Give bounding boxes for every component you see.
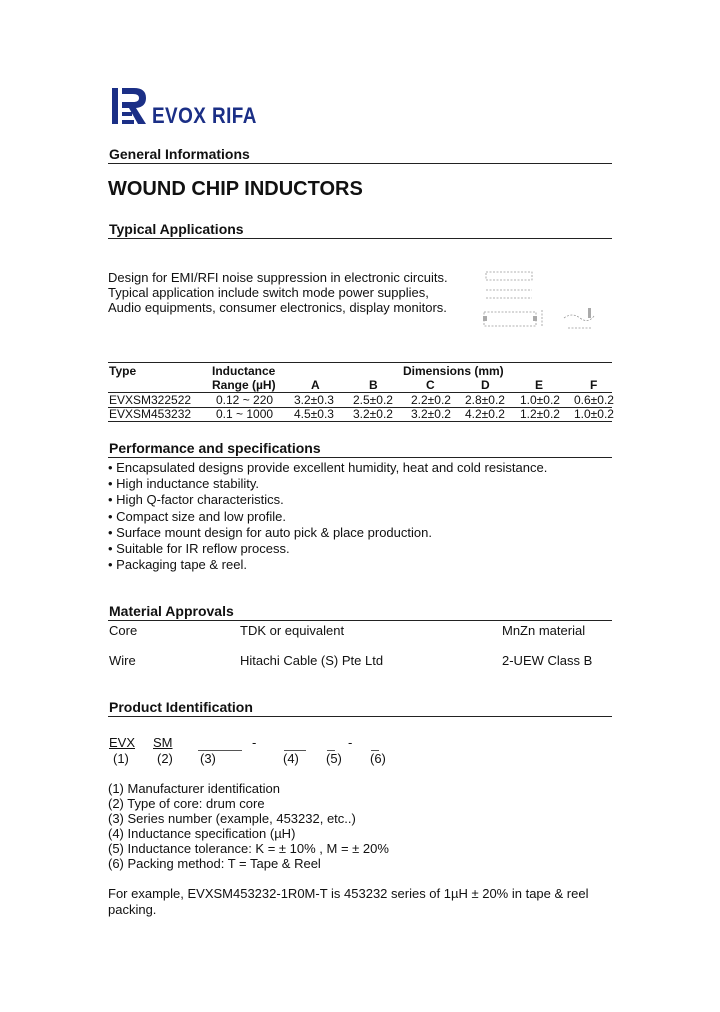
table-cell-range: 0.1 ~ 1000 bbox=[216, 407, 274, 421]
list-item: • High Q-factor characteristics. bbox=[108, 492, 284, 507]
table-header-inductance: Inductance bbox=[212, 364, 276, 378]
section-performance-heading: Performance and specifications bbox=[109, 440, 321, 456]
table-cell-dim: 3.2±0.2 bbox=[353, 407, 393, 421]
table-bottom-rule bbox=[108, 421, 612, 422]
pid-number: (3) bbox=[200, 751, 216, 766]
table-cell-dim: 4.5±0.3 bbox=[294, 407, 334, 421]
table-cell-dim: 4.2±0.2 bbox=[465, 407, 505, 421]
table-cell-dim: 3.2±0.2 bbox=[411, 407, 451, 421]
section-material-heading: Material Approvals bbox=[109, 603, 234, 619]
material-supplier: TDK or equivalent bbox=[240, 623, 345, 638]
divider bbox=[108, 238, 612, 239]
divider bbox=[108, 457, 612, 458]
table-header-col-e: E bbox=[535, 378, 544, 392]
applications-line: Typical application include switch mode power supplies, bbox=[108, 285, 429, 300]
table-cell-type: EVXSM322522 bbox=[109, 393, 192, 407]
list-item: • Surface mount design for auto pick & place production. bbox=[108, 525, 432, 540]
table-cell-dim: 1.2±0.2 bbox=[520, 407, 560, 421]
list-item: • Compact size and low profile. bbox=[108, 509, 286, 524]
section-product-id-heading: Product Identification bbox=[109, 699, 253, 715]
table-header-range: Range (µH) bbox=[212, 378, 276, 392]
applications-line: Design for EMI/RFI noise suppression in electronic circuits. bbox=[108, 270, 448, 285]
material-spec: 2-UEW Class B bbox=[502, 653, 593, 668]
material-item: Wire bbox=[109, 653, 136, 668]
list-item: • Encapsulated designs provide excellent humidity, heat and cold resistance. bbox=[108, 460, 548, 475]
pid-legend-line: (5) Inductance tolerance: K = ± 10% , M = ± 20% bbox=[108, 841, 389, 856]
pid-number: (5) bbox=[326, 751, 342, 766]
table-top-rule bbox=[108, 362, 612, 363]
pid-number: (4) bbox=[283, 751, 299, 766]
list-item: • High inductance stability. bbox=[108, 476, 259, 491]
inductor-dimension-drawing-icon bbox=[482, 268, 600, 340]
section-general-heading: General Informations bbox=[109, 146, 250, 162]
divider bbox=[108, 620, 612, 621]
table-cell-dim: 3.2±0.3 bbox=[294, 393, 334, 407]
evox-rifa-logo-icon bbox=[110, 86, 148, 126]
list-item: • Packaging tape & reel. bbox=[108, 557, 247, 572]
material-supplier: Hitachi Cable (S) Pte Ltd bbox=[240, 653, 384, 668]
table-cell-range: 0.12 ~ 220 bbox=[216, 393, 274, 407]
pid-legend-line: (2) Type of core: drum core bbox=[108, 796, 265, 811]
pid-legend-line: (4) Inductance specification (µH) bbox=[108, 826, 296, 841]
table-cell-dim: 1.0±0.2 bbox=[574, 407, 614, 421]
pid-legend-line: (1) Manufacturer identification bbox=[108, 781, 280, 796]
table-header-dimensions: Dimensions (mm) bbox=[403, 364, 504, 378]
example-line: For example, EVXSM453232-1R0M-T is 453232 series of 1µH ± 20% in tape & reel bbox=[108, 886, 589, 901]
pid-dash: - bbox=[252, 735, 257, 750]
pid-number: (1) bbox=[113, 751, 129, 766]
material-spec: MnZn material bbox=[502, 623, 586, 638]
pid-legend-line: (6) Packing method: T = Tape & Reel bbox=[108, 856, 321, 871]
table-header-col-d: D bbox=[481, 378, 490, 392]
applications-line: Audio equipments, consumer electronics, display monitors. bbox=[108, 300, 447, 315]
divider bbox=[108, 163, 612, 164]
pid-code-sm: SM bbox=[153, 735, 173, 750]
pid-number: (2) bbox=[157, 751, 173, 766]
table-header-type: Type bbox=[109, 364, 137, 378]
material-item: Core bbox=[109, 623, 138, 638]
table-header-col-c: C bbox=[426, 378, 435, 392]
section-applications-heading: Typical Applications bbox=[109, 221, 244, 237]
list-item: • Suitable for IR reflow process. bbox=[108, 541, 290, 556]
brand-logo-text: EVOX RIFA bbox=[152, 103, 257, 128]
table-cell-dim: 2.2±0.2 bbox=[411, 393, 451, 407]
example-line: packing. bbox=[108, 902, 157, 917]
table-cell-type: EVXSM453232 bbox=[109, 407, 192, 421]
table-cell-dim: 2.5±0.2 bbox=[353, 393, 393, 407]
pid-code-evx: EVX bbox=[109, 735, 136, 750]
table-cell-dim: 1.0±0.2 bbox=[520, 393, 560, 407]
table-cell-dim: 2.8±0.2 bbox=[465, 393, 505, 407]
table-header-col-f: F bbox=[590, 378, 598, 392]
pid-number: (6) bbox=[370, 751, 386, 766]
table-header-col-b: B bbox=[369, 378, 378, 392]
table-cell-dim: 0.6±0.2 bbox=[574, 393, 614, 407]
pid-legend-line: (3) Series number (example, 453232, etc..) bbox=[108, 811, 356, 826]
pid-dash: - bbox=[348, 735, 353, 750]
page-title: WOUND CHIP INDUCTORS bbox=[108, 178, 363, 200]
divider bbox=[108, 716, 612, 717]
table-header-col-a: A bbox=[311, 378, 320, 392]
